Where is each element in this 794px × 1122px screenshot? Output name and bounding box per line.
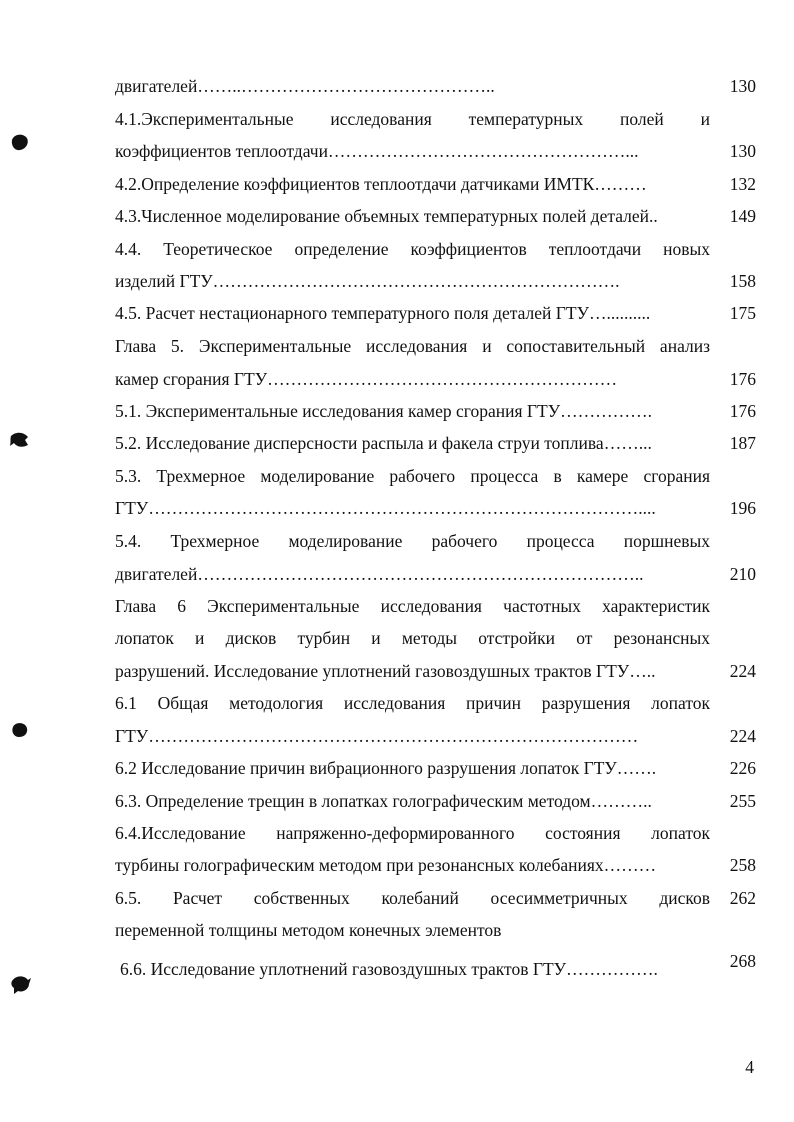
toc-page-number: 149 bbox=[729, 206, 756, 226]
toc-line: двигателей……..…………………………………….. bbox=[115, 76, 495, 96]
toc-page-number: 258 bbox=[729, 855, 756, 875]
toc-line: 5.2. Исследование дисперсности распыла и факела струи топлива……... bbox=[115, 433, 652, 453]
toc-page-number: 224 bbox=[729, 661, 756, 681]
toc-line: 6.5. Расчет собственных колебаний осесимметричных дисков bbox=[115, 888, 710, 908]
toc-line: переменной толщины методом конечных элементов bbox=[115, 920, 502, 940]
toc-line: 4.3.Численное моделирование объемных температурных полей деталей.. bbox=[115, 206, 658, 226]
scan-mark-icon bbox=[8, 428, 32, 452]
toc-line: турбины голографическим методом при резонансных колебаниях……… bbox=[115, 855, 657, 875]
toc-page-number: 196 bbox=[729, 498, 756, 518]
toc-page-number: 262 bbox=[729, 888, 756, 908]
toc-page-number: 255 bbox=[729, 791, 756, 811]
toc-line: двигателей………………………………………………………………….. bbox=[115, 564, 644, 584]
toc-page-number: 158 bbox=[729, 271, 756, 291]
toc-page-number: 176 bbox=[729, 369, 756, 389]
toc-page-number: 130 bbox=[729, 141, 756, 161]
toc-page-number: 187 bbox=[729, 433, 756, 453]
scan-mark-icon bbox=[8, 718, 32, 742]
toc-line: изделий ГТУ……………………………………………………………. bbox=[115, 271, 620, 291]
toc-line: 4.4. Теоретическое определение коэффициентов теплоотдачи новых bbox=[115, 239, 710, 259]
toc-line: 5.3. Трехмерное моделирование рабочего процесса в камере сгорания bbox=[115, 466, 710, 486]
toc-line: 5.4. Трехмерное моделирование рабочего процесса поршневых bbox=[115, 531, 710, 551]
toc-chapter-line: лопаток и дисков турбин и методы отстройки от резонансных bbox=[115, 628, 710, 648]
toc-page-number: 175 bbox=[729, 303, 756, 323]
toc-page-number: 176 bbox=[729, 401, 756, 421]
toc-line: 4.1.Экспериментальные исследования температурных полей и bbox=[115, 109, 710, 129]
toc-page-number: 226 bbox=[729, 758, 756, 778]
toc-page-number: 130 bbox=[729, 76, 756, 96]
toc-line: камер сгорания ГТУ…………………………………………………… bbox=[115, 369, 618, 389]
toc-page-number: 132 bbox=[729, 174, 756, 194]
toc-line: 6.3. Определение трещин в лопатках голографическим методом……….. bbox=[115, 791, 652, 811]
toc-line: 6.4.Исследование напряженно-деформированного состояния лопаток bbox=[115, 823, 710, 843]
page-number: 4 bbox=[745, 1057, 754, 1077]
toc-page-number: 268 bbox=[729, 951, 756, 971]
toc-line: 4.2.Определение коэффициентов теплоотдачи датчиками ИМТК……… bbox=[115, 174, 647, 194]
scan-mark-icon bbox=[8, 972, 34, 998]
toc-line: 6.2 Исследование причин вибрационного разрушения лопаток ГТУ……. bbox=[115, 758, 657, 778]
toc-line: 6.6. Исследование уплотнений газовоздушных трактов ГТУ……………. bbox=[120, 959, 658, 979]
toc-page-number: 210 bbox=[729, 564, 756, 584]
toc-line: ГТУ………………………………………………………………………… bbox=[115, 726, 639, 746]
toc-chapter-line: Глава 6 Экспериментальные исследования частотных характеристик bbox=[115, 596, 710, 616]
toc-chapter-line: Глава 5. Экспериментальные исследования и сопоставительный анализ bbox=[115, 336, 710, 356]
toc-line: 4.5. Расчет нестационарного температурного поля деталей ГТУ….......... bbox=[115, 303, 651, 323]
toc-chapter-line: разрушений. Исследование уплотнений газовоздушных трактов ГТУ….. bbox=[115, 661, 656, 681]
scan-mark-icon bbox=[8, 130, 32, 154]
toc-page-number: 224 bbox=[729, 726, 756, 746]
toc-line: 5.1. Экспериментальные исследования камер сгорания ГТУ……………. bbox=[115, 401, 652, 421]
toc-line: коэффициентов теплоотдачи……………………………………………... bbox=[115, 141, 639, 161]
toc-line: 6.1 Общая методология исследования причин разрушения лопаток bbox=[115, 693, 710, 713]
toc-line: ГТУ………………………………………………………………………….... bbox=[115, 498, 656, 518]
